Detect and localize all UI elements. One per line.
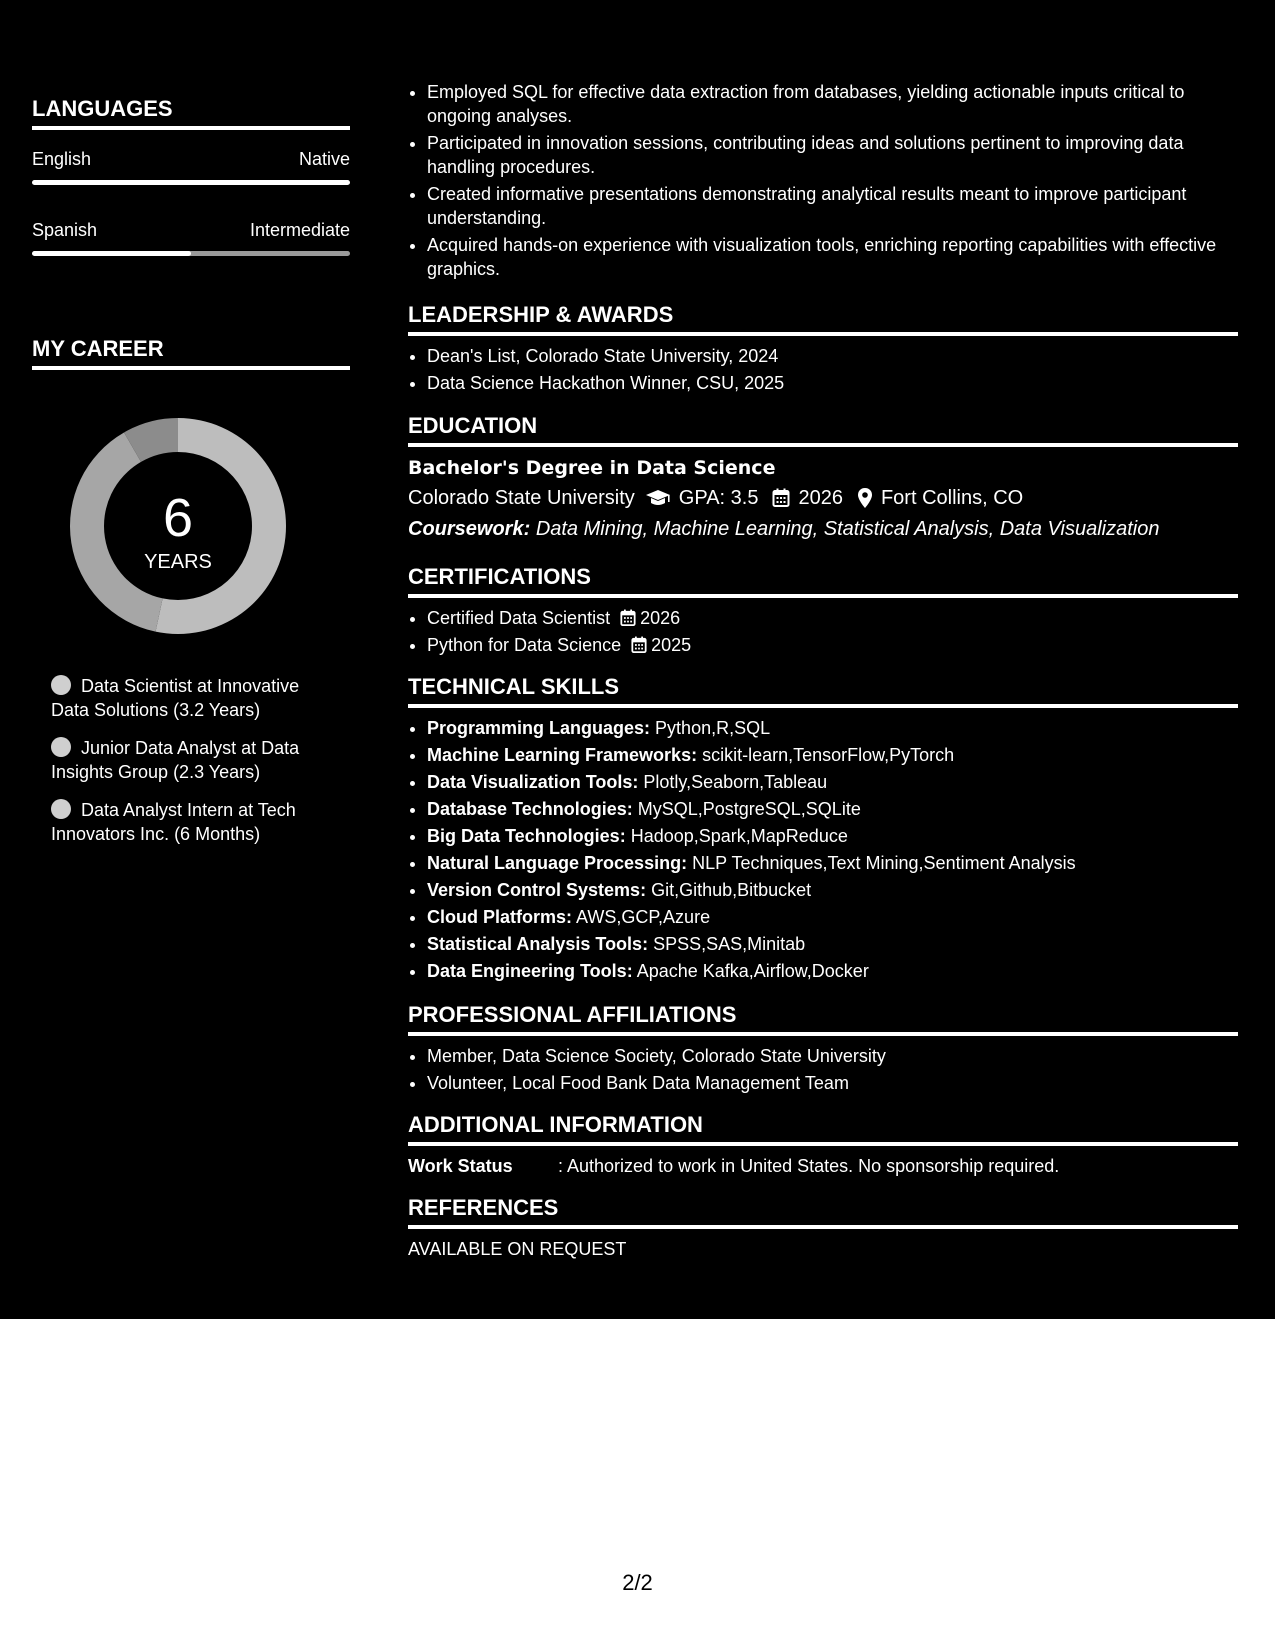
work-status-row — [408, 1154, 1238, 1178]
work-status-value: : Authorized to work in United States. No sponsorship required. — [558, 1156, 1060, 1176]
skill-item — [427, 959, 1238, 983]
affiliations-title: PROFESSIONAL AFFILIATIONS — [408, 1002, 1238, 1036]
coursework-label: Coursework: — [408, 518, 531, 540]
proficiency-fill — [32, 251, 191, 256]
affiliations-section — [408, 1002, 1238, 1098]
bullet-dot-icon — [51, 737, 71, 757]
coursework-value: Data Mining, Machine Learning, Statistical Analysis, Data Visualization — [535, 518, 1160, 540]
career-title: MY CAREER — [32, 336, 350, 370]
list-item: • Employed SQL for effective data extraction from databases, yielding actionable inputs critical to ongoing analyses. — [427, 80, 1238, 128]
skill-value: Apache Kafka,Airflow,Docker — [636, 961, 869, 981]
skill-label: Big Data Technologies: — [427, 826, 626, 846]
skill-value: SPSS,SAS,Minitab — [653, 934, 806, 954]
graduation-cap-icon — [645, 488, 671, 508]
skill-label: Natural Language Processing: — [427, 853, 688, 873]
skill-item — [427, 716, 1238, 740]
education-location: Fort Collins, CO — [880, 487, 1024, 509]
skill-label: Version Control Systems: — [427, 880, 647, 900]
education-gpa: GPA: 3.5 — [678, 487, 759, 509]
career-donut — [66, 414, 290, 638]
map-pin-icon — [857, 487, 873, 509]
education-coursework — [408, 515, 1238, 543]
calendar-icon — [620, 609, 636, 627]
calendar-icon — [772, 488, 790, 508]
language-name: English — [32, 149, 92, 169]
awards-title: LEADERSHIP & AWARDS — [408, 302, 1238, 336]
calendar-icon — [631, 636, 647, 654]
skills-title: TECHNICAL SKILLS — [408, 674, 1238, 708]
experience-bullets — [408, 80, 1238, 284]
skill-item — [427, 851, 1238, 875]
career-section — [32, 336, 350, 844]
list-item: • Data Science Hackathon Winner, CSU, 2025 — [427, 371, 1238, 395]
languages-title: LANGUAGES — [32, 96, 350, 130]
work-status-label: Work Status — [408, 1156, 513, 1176]
language-proficiency-bar — [32, 251, 350, 256]
list-item: • Member, Data Science Society, Colorado State University — [427, 1044, 1238, 1068]
awards-section — [408, 302, 1238, 398]
list-item: • Created informative presentations demonstrating analytical results meant to improve participant understanding. — [427, 182, 1238, 230]
language-name: Spanish — [32, 220, 98, 240]
languages-section — [32, 96, 350, 256]
proficiency-fill — [32, 180, 350, 185]
language-item — [32, 148, 350, 185]
skill-value: Python,R,SQL — [655, 718, 771, 738]
list-item: • Participated in innovation sessions, contributing ideas and solutions pertinent to improving data handling procedures. — [427, 131, 1238, 179]
list-item: • Volunteer, Local Food Bank Data Management Team — [427, 1071, 1238, 1095]
skill-value: NLP Techniques,Text Mining,Sentiment Analysis — [692, 853, 1076, 873]
skill-label: Data Visualization Tools: — [427, 772, 639, 792]
additional-info-section — [408, 1112, 1238, 1178]
page-number: 2/2 — [622, 1570, 653, 1595]
career-item: Data Scientist at Innovative Data Solutions (3.2 Years) — [51, 676, 300, 720]
career-item: Junior Data Analyst at Data Insights Group (2.3 Years) — [51, 738, 300, 782]
skill-item — [427, 878, 1238, 902]
language-proficiency-bar — [32, 180, 350, 185]
skill-label: Cloud Platforms: — [427, 907, 573, 927]
skill-item — [427, 824, 1238, 848]
language-level: Intermediate — [249, 220, 350, 240]
skill-item — [427, 905, 1238, 929]
skill-value: Plotly,Seaborn,Tableau — [643, 772, 828, 792]
skill-label: Data Engineering Tools: — [427, 961, 633, 981]
skill-value: AWS,GCP,Azure — [576, 907, 711, 927]
education-details — [408, 484, 1238, 512]
skill-value: MySQL,PostgreSQL,SQLite — [637, 799, 861, 819]
certifications-title: CERTIFICATIONS — [408, 564, 1238, 598]
skill-label: Programming Languages: — [427, 718, 651, 738]
skills-section — [408, 674, 1238, 986]
education-year: 2026 — [798, 487, 843, 509]
skills-list — [408, 716, 1238, 983]
language-item — [32, 219, 350, 256]
list-item: • Acquired hands-on experience with visualization tools, enriching reporting capabilities with effective graphics. — [427, 233, 1238, 281]
list-item: • Python for Data Science 2025 — [427, 633, 1238, 657]
career-item: Data Analyst Intern at Tech Innovators Inc. (6 Months) — [51, 800, 296, 844]
skill-item — [427, 743, 1238, 767]
career-list — [51, 674, 341, 860]
skill-value: scikit-learn,TensorFlow,PyTorch — [702, 745, 955, 765]
education-school: Colorado State University — [408, 487, 635, 509]
references-text: AVAILABLE ON REQUEST — [408, 1239, 627, 1259]
list-item: • Dean's List, Colorado State University, 2024 — [427, 344, 1238, 368]
skill-item — [427, 932, 1238, 956]
references-section — [408, 1195, 1238, 1261]
certifications-section — [408, 564, 1238, 660]
skill-item — [427, 770, 1238, 794]
skill-item — [427, 797, 1238, 821]
career-total-years: 6 — [162, 488, 194, 548]
references-title: REFERENCES — [408, 1195, 1238, 1229]
language-level: Native — [298, 149, 350, 169]
list-item: • Certified Data Scientist 2026 — [427, 606, 1238, 630]
education-title: EDUCATION — [408, 413, 1238, 447]
additional-info-title: ADDITIONAL INFORMATION — [408, 1112, 1238, 1146]
skill-value: Git,Github,Bitbucket — [651, 880, 812, 900]
career-total-unit: YEARS — [144, 551, 212, 573]
skill-label: Statistical Analysis Tools: — [427, 934, 649, 954]
bullet-dot-icon — [51, 675, 71, 695]
bullet-dot-icon — [51, 799, 71, 819]
skill-label: Database Technologies: — [427, 799, 633, 819]
skill-label: Machine Learning Frameworks: — [427, 745, 698, 765]
education-section — [408, 413, 1238, 543]
skill-value: Hadoop,Spark,MapReduce — [630, 826, 848, 846]
education-degree: Bachelor's Degree in Data Science — [408, 457, 776, 479]
